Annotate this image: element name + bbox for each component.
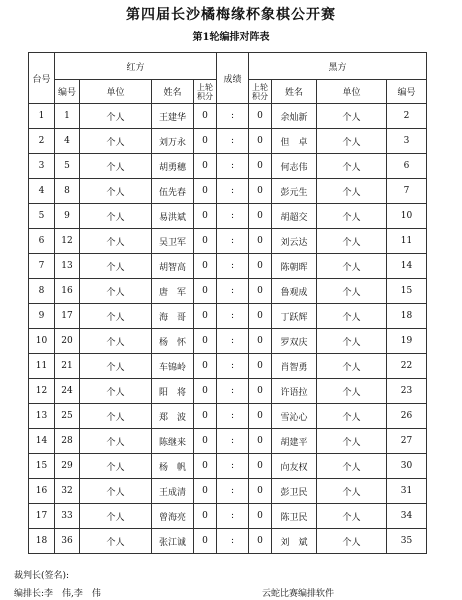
cell-red-points: 0	[194, 254, 217, 279]
cell-table-no: 6	[29, 229, 55, 254]
cell-red-number: 32	[55, 479, 80, 504]
cell-black-unit: 个人	[317, 104, 387, 129]
table-row	[29, 454, 427, 479]
cell-black-points: 0	[249, 529, 272, 554]
cell-black-number: 18	[387, 304, 427, 329]
cell-red-number: 5	[55, 154, 80, 179]
cell-black-name: 余灿新	[272, 104, 317, 129]
cell-red-unit: 个人	[80, 429, 152, 454]
cell-black-points: 0	[249, 379, 272, 404]
cell-red-name: 胡智高	[152, 254, 194, 279]
cell-table-no: 14	[29, 429, 55, 454]
cell-red-points: 0	[194, 279, 217, 304]
cell-black-number: 34	[387, 504, 427, 529]
cell-result: :	[217, 129, 249, 154]
cell-red-unit: 个人	[80, 179, 152, 204]
header-red-side: 红方	[55, 53, 217, 80]
cell-result: :	[217, 329, 249, 354]
cell-red-points: 0	[194, 329, 217, 354]
cell-red-name: 伍先春	[152, 179, 194, 204]
cell-black-points: 0	[249, 354, 272, 379]
cell-black-points: 0	[249, 229, 272, 254]
cell-black-unit: 个人	[317, 454, 387, 479]
cell-red-name: 吴卫军	[152, 229, 194, 254]
cell-red-points: 0	[194, 204, 217, 229]
cell-red-name: 海 哥	[152, 304, 194, 329]
cell-red-name: 郑 波	[152, 404, 194, 429]
cell-table-no: 13	[29, 404, 55, 429]
cell-table-no: 4	[29, 179, 55, 204]
cell-black-number: 15	[387, 279, 427, 304]
cell-black-name: 罗双庆	[272, 329, 317, 354]
cell-red-name: 陈继来	[152, 429, 194, 454]
cell-red-name: 王建华	[152, 104, 194, 129]
cell-black-points: 0	[249, 179, 272, 204]
cell-black-points: 0	[249, 254, 272, 279]
cell-black-name: 雪沁心	[272, 404, 317, 429]
cell-black-points: 0	[249, 404, 272, 429]
cell-red-unit: 个人	[80, 229, 152, 254]
header-black-name: 姓名	[272, 80, 317, 104]
cell-black-number: 6	[387, 154, 427, 179]
cell-black-name: 陈卫民	[272, 504, 317, 529]
cell-red-number: 8	[55, 179, 80, 204]
cell-black-name: 何志伟	[272, 154, 317, 179]
referee-signature-label: 裁判长(签名):	[14, 571, 70, 581]
table-row	[29, 229, 427, 254]
cell-black-number: 7	[387, 179, 427, 204]
cell-black-name: 鲁观成	[272, 279, 317, 304]
cell-black-points: 0	[249, 429, 272, 454]
cell-red-unit: 个人	[80, 104, 152, 129]
table-row	[29, 479, 427, 504]
cell-red-name: 王成清	[152, 479, 194, 504]
cell-black-name: 彭元生	[272, 179, 317, 204]
cell-red-unit: 个人	[80, 479, 152, 504]
cell-red-number: 16	[55, 279, 80, 304]
cell-red-points: 0	[194, 429, 217, 454]
cell-table-no: 11	[29, 354, 55, 379]
cell-table-no: 16	[29, 479, 55, 504]
cell-black-unit: 个人	[317, 329, 387, 354]
cell-red-unit: 个人	[80, 379, 152, 404]
cell-red-points: 0	[194, 404, 217, 429]
cell-black-number: 11	[387, 229, 427, 254]
cell-red-points: 0	[194, 154, 217, 179]
cell-black-number: 22	[387, 354, 427, 379]
cell-result: :	[217, 404, 249, 429]
cell-black-name: 胡超交	[272, 204, 317, 229]
cell-red-unit: 个人	[80, 304, 152, 329]
cell-table-no: 17	[29, 504, 55, 529]
cell-black-unit: 个人	[317, 304, 387, 329]
header-black-number: 编号	[387, 80, 427, 104]
cell-red-points: 0	[194, 479, 217, 504]
arranger-line: 编排长:李 伟,李 伟	[14, 589, 101, 599]
cell-table-no: 12	[29, 379, 55, 404]
cell-black-number: 23	[387, 379, 427, 404]
cell-red-number: 13	[55, 254, 80, 279]
table-row	[29, 354, 427, 379]
cell-red-unit: 个人	[80, 354, 152, 379]
cell-black-number: 10	[387, 204, 427, 229]
cell-black-unit: 个人	[317, 279, 387, 304]
cell-black-points: 0	[249, 329, 272, 354]
cell-red-name: 曾海亮	[152, 504, 194, 529]
table-row	[29, 329, 427, 354]
cell-result: :	[217, 529, 249, 554]
cell-table-no: 7	[29, 254, 55, 279]
cell-black-number: 35	[387, 529, 427, 554]
software-credit: 云蛇比赛编排软件	[262, 589, 335, 599]
cell-black-number: 27	[387, 429, 427, 454]
cell-red-unit: 个人	[80, 504, 152, 529]
cell-table-no: 10	[29, 329, 55, 354]
cell-black-name: 刘云达	[272, 229, 317, 254]
cell-red-number: 21	[55, 354, 80, 379]
cell-red-number: 33	[55, 504, 80, 529]
cell-black-number: 19	[387, 329, 427, 354]
cell-black-points: 0	[249, 204, 272, 229]
cell-black-unit: 个人	[317, 429, 387, 454]
header-red-prev-points: 上轮积分	[194, 80, 217, 104]
cell-red-unit: 个人	[80, 329, 152, 354]
cell-red-number: 28	[55, 429, 80, 454]
cell-black-number: 30	[387, 454, 427, 479]
cell-red-name: 刘万永	[152, 129, 194, 154]
cell-table-no: 9	[29, 304, 55, 329]
cell-red-points: 0	[194, 379, 217, 404]
cell-black-unit: 个人	[317, 154, 387, 179]
cell-red-name: 唐 军	[152, 279, 194, 304]
cell-result: :	[217, 229, 249, 254]
cell-black-points: 0	[249, 304, 272, 329]
cell-red-points: 0	[194, 529, 217, 554]
cell-red-unit: 个人	[80, 254, 152, 279]
cell-result: :	[217, 354, 249, 379]
cell-red-name: 阳 将	[152, 379, 194, 404]
cell-table-no: 1	[29, 104, 55, 129]
cell-black-unit: 个人	[317, 254, 387, 279]
cell-red-points: 0	[194, 179, 217, 204]
cell-result: :	[217, 454, 249, 479]
cell-red-unit: 个人	[80, 129, 152, 154]
table-row	[29, 429, 427, 454]
cell-red-points: 0	[194, 129, 217, 154]
cell-black-points: 0	[249, 154, 272, 179]
cell-black-unit: 个人	[317, 354, 387, 379]
header-table-no: 台号	[29, 53, 55, 104]
cell-red-name: 张江诚	[152, 529, 194, 554]
pairing-table	[28, 52, 427, 554]
cell-red-unit: 个人	[80, 204, 152, 229]
cell-red-points: 0	[194, 504, 217, 529]
cell-black-unit: 个人	[317, 404, 387, 429]
cell-result: :	[217, 279, 249, 304]
cell-red-name: 杨 帆	[152, 454, 194, 479]
table-row	[29, 104, 427, 129]
cell-black-unit: 个人	[317, 204, 387, 229]
cell-red-number: 4	[55, 129, 80, 154]
cell-red-points: 0	[194, 304, 217, 329]
cell-result: :	[217, 429, 249, 454]
cell-red-unit: 个人	[80, 529, 152, 554]
cell-table-no: 3	[29, 154, 55, 179]
cell-black-number: 3	[387, 129, 427, 154]
header-black-unit: 单位	[317, 80, 387, 104]
table-row	[29, 254, 427, 279]
cell-black-unit: 个人	[317, 504, 387, 529]
table-row	[29, 379, 427, 404]
cell-red-points: 0	[194, 104, 217, 129]
cell-black-name: 许语拉	[272, 379, 317, 404]
cell-result: :	[217, 479, 249, 504]
header-red-unit: 单位	[80, 80, 152, 104]
cell-black-name: 刘 斌	[272, 529, 317, 554]
cell-black-unit: 个人	[317, 229, 387, 254]
table-row	[29, 404, 427, 429]
cell-result: :	[217, 204, 249, 229]
cell-black-number: 31	[387, 479, 427, 504]
cell-black-name: 陈朝晖	[272, 254, 317, 279]
cell-red-number: 25	[55, 404, 80, 429]
cell-table-no: 18	[29, 529, 55, 554]
cell-red-name: 杨 怀	[152, 329, 194, 354]
pairing-rows	[29, 104, 427, 554]
cell-red-number: 36	[55, 529, 80, 554]
cell-black-unit: 个人	[317, 179, 387, 204]
cell-result: :	[217, 254, 249, 279]
cell-black-name: 肖智勇	[272, 354, 317, 379]
cell-red-unit: 个人	[80, 404, 152, 429]
cell-result: :	[217, 104, 249, 129]
cell-red-number: 9	[55, 204, 80, 229]
round-subtitle: 第1轮编排对阵表	[192, 32, 270, 43]
table-row	[29, 179, 427, 204]
cell-red-points: 0	[194, 454, 217, 479]
cell-black-name: 彭卫民	[272, 479, 317, 504]
cell-black-number: 2	[387, 104, 427, 129]
cell-black-name: 胡建平	[272, 429, 317, 454]
table-row	[29, 279, 427, 304]
table-row	[29, 529, 427, 554]
cell-black-points: 0	[249, 454, 272, 479]
header-red-name: 姓名	[152, 80, 194, 104]
cell-result: :	[217, 304, 249, 329]
header-black-prev-points: 上轮积分	[249, 80, 272, 104]
cell-red-unit: 个人	[80, 454, 152, 479]
cell-black-points: 0	[249, 104, 272, 129]
cell-black-number: 26	[387, 404, 427, 429]
cell-result: :	[217, 179, 249, 204]
cell-result: :	[217, 379, 249, 404]
cell-black-points: 0	[249, 129, 272, 154]
cell-black-name: 但 卓	[272, 129, 317, 154]
cell-red-name: 胡勇穗	[152, 154, 194, 179]
cell-black-points: 0	[249, 504, 272, 529]
cell-red-name: 易洪斌	[152, 204, 194, 229]
cell-red-number: 29	[55, 454, 80, 479]
cell-red-unit: 个人	[80, 279, 152, 304]
cell-red-unit: 个人	[80, 154, 152, 179]
table-row	[29, 204, 427, 229]
cell-red-points: 0	[194, 229, 217, 254]
cell-red-number: 20	[55, 329, 80, 354]
cell-red-number: 1	[55, 104, 80, 129]
table-row	[29, 304, 427, 329]
header-black-side: 黑方	[249, 53, 427, 80]
cell-black-unit: 个人	[317, 479, 387, 504]
table-row	[29, 504, 427, 529]
cell-black-name: 向友权	[272, 454, 317, 479]
cell-black-points: 0	[249, 479, 272, 504]
cell-table-no: 5	[29, 204, 55, 229]
cell-black-name: 丁跃辉	[272, 304, 317, 329]
header-result: 成绩	[217, 53, 249, 104]
cell-table-no: 15	[29, 454, 55, 479]
cell-black-unit: 个人	[317, 529, 387, 554]
header-red-number: 编号	[55, 80, 80, 104]
document-title: 第四届长沙橘梅缘杯象棋公开赛	[126, 7, 336, 23]
cell-black-unit: 个人	[317, 129, 387, 154]
cell-result: :	[217, 504, 249, 529]
cell-red-name: 车锦岭	[152, 354, 194, 379]
table-row	[29, 129, 427, 154]
cell-red-number: 24	[55, 379, 80, 404]
cell-red-number: 12	[55, 229, 80, 254]
cell-black-unit: 个人	[317, 379, 387, 404]
cell-black-number: 14	[387, 254, 427, 279]
cell-black-points: 0	[249, 279, 272, 304]
cell-table-no: 2	[29, 129, 55, 154]
cell-table-no: 8	[29, 279, 55, 304]
cell-red-number: 17	[55, 304, 80, 329]
table-row	[29, 154, 427, 179]
cell-result: :	[217, 154, 249, 179]
cell-red-points: 0	[194, 354, 217, 379]
